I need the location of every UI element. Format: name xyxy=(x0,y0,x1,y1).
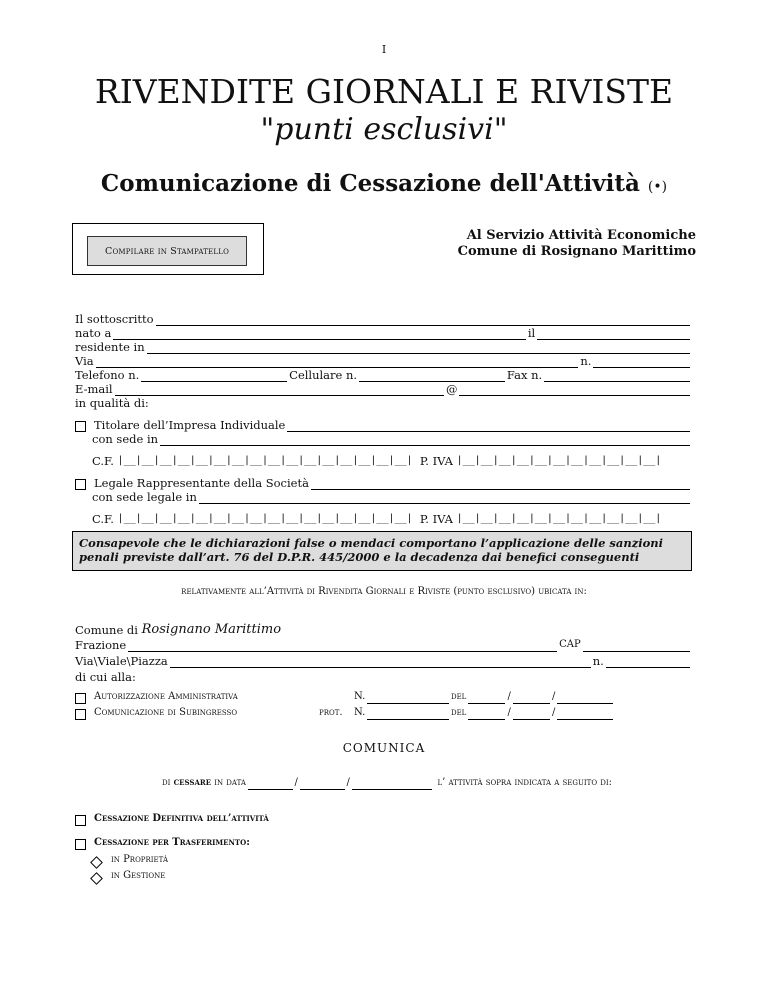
label-gestione: in Gestione xyxy=(111,870,166,881)
label-cellulare: Cellulare n. xyxy=(289,368,358,382)
diamond-option-proprieta[interactable] xyxy=(90,856,103,869)
checkbox-legale[interactable] xyxy=(75,479,86,490)
recipient-address xyxy=(458,228,696,260)
cf-boxes-2[interactable]: |__|__|__|__|__|__|__|__|__|__|__|__|__|__|__|__| xyxy=(117,513,413,524)
label-in-data: in data xyxy=(214,777,246,788)
row-comunicazione xyxy=(75,706,615,720)
field-civico-ubicazione[interactable] xyxy=(606,656,690,668)
stamp-box xyxy=(72,223,264,275)
label-n: n. xyxy=(580,354,592,368)
field-n-com[interactable] xyxy=(367,708,449,720)
label-sede-legale: con sede legale in xyxy=(92,490,197,504)
slash: / xyxy=(551,707,556,718)
field-anno-cessazione[interactable] xyxy=(352,778,432,790)
row-nato xyxy=(75,326,692,340)
comune-value: Rosignano Marittimo xyxy=(141,622,282,637)
label-at: @ xyxy=(445,382,458,396)
relativamente-text: relativamente all’Attività di Rivendita Giornali e Riviste (punto esclusivo) ubicata in: xyxy=(181,586,587,597)
label-legale: Legale Rappresentante della Società xyxy=(94,476,309,490)
label-piva-2: P. IVA xyxy=(419,512,453,526)
field-mese-cessazione[interactable] xyxy=(300,778,345,790)
row-sottoscritto xyxy=(75,312,692,326)
slash: / xyxy=(294,777,298,788)
field-sede[interactable] xyxy=(160,434,690,446)
field-civico[interactable] xyxy=(593,356,690,368)
field-cap[interactable] xyxy=(583,640,690,652)
field-societa[interactable] xyxy=(311,478,690,490)
field-giorno-com[interactable] xyxy=(468,708,505,720)
checkbox-comunicazione[interactable] xyxy=(75,709,86,720)
label-frazione: Frazione xyxy=(75,638,127,652)
checkbox-autorizzazione[interactable] xyxy=(75,693,86,704)
field-giorno-cessazione[interactable] xyxy=(248,778,293,790)
label-trasferimento: Cessazione per Trasferimento: xyxy=(94,837,250,848)
label-di: di xyxy=(162,777,171,788)
field-email-user[interactable] xyxy=(115,384,444,396)
field-impresa[interactable] xyxy=(287,420,690,432)
label-definitiva: Cessazione Definitiva dell’attività xyxy=(94,813,269,824)
label-piva: P. IVA xyxy=(419,454,453,468)
row-definitiva xyxy=(75,812,692,826)
label-cf-2: C.F. xyxy=(92,512,114,526)
row-trasferimento xyxy=(75,836,692,850)
field-email-domain[interactable] xyxy=(459,384,690,396)
heading-marker: (•) xyxy=(647,179,668,195)
row-cf-piva-1 xyxy=(92,454,702,468)
field-data-nascita[interactable] xyxy=(537,328,690,340)
label-n-com: N. xyxy=(354,707,366,718)
row-frazione xyxy=(75,638,692,652)
label-proprieta: in Proprietà xyxy=(111,854,169,865)
diamond-option-gestione[interactable] xyxy=(90,872,103,885)
field-sede-legale[interactable] xyxy=(199,492,690,504)
row-proprieta xyxy=(92,853,709,867)
label-cessare: cessare xyxy=(173,777,212,788)
label-comune: Comune di xyxy=(75,623,138,637)
piva-boxes-2[interactable]: |__|__|__|__|__|__|__|__|__|__|__| xyxy=(456,513,662,524)
label-il: il xyxy=(527,326,536,340)
row-cessare xyxy=(162,776,612,790)
row-gestione xyxy=(92,869,709,883)
recipient-line-1: Al Servizio Attività Economiche xyxy=(466,228,696,243)
label-del-aut: del xyxy=(450,691,467,702)
field-anno-com[interactable] xyxy=(557,708,613,720)
label-titolare: Titolare dell’Impresa Individuale xyxy=(94,418,286,432)
label-comunicazione: Comunicazione di Subingresso xyxy=(94,707,238,718)
row-residente xyxy=(75,340,692,354)
row-titolare xyxy=(75,418,692,432)
field-telefono[interactable] xyxy=(141,370,287,382)
slash: / xyxy=(507,691,511,702)
label-qualita: in qualità di: xyxy=(75,396,149,410)
row-cf-piva-2 xyxy=(92,512,702,526)
field-sottoscritto[interactable] xyxy=(156,314,690,326)
label-via-viale: Via\Viale\Piazza xyxy=(75,654,168,668)
page-number: I xyxy=(381,43,387,56)
checkbox-definitiva[interactable] xyxy=(75,815,86,826)
comunica-heading: COMUNICA xyxy=(342,741,426,755)
form-heading xyxy=(0,170,768,197)
label-del-com: del xyxy=(450,707,467,718)
field-cellulare[interactable] xyxy=(359,370,505,382)
field-via[interactable] xyxy=(96,356,579,368)
slash: / xyxy=(346,777,350,788)
form-heading-text: Comunicazione di Cessazione dell'Attività xyxy=(100,170,640,197)
label-residente: residente in xyxy=(75,340,145,354)
field-giorno-aut[interactable] xyxy=(468,692,505,704)
label-telefono: Telefono n. xyxy=(75,368,140,382)
page-title: RIVENDITE GIORNALI E RIVISTE xyxy=(94,72,674,111)
row-via xyxy=(75,354,692,368)
field-frazione[interactable] xyxy=(128,640,557,652)
recipient-line-2: Comune di Rosignano Marittimo xyxy=(457,244,696,259)
row-telefono xyxy=(75,368,692,382)
label-di-cui: di cui alla: xyxy=(75,670,136,684)
field-residente[interactable] xyxy=(147,342,690,354)
label-email: E-mail xyxy=(75,382,113,396)
label-cf: C.F. xyxy=(92,454,114,468)
label-nato-a: nato a xyxy=(75,326,112,340)
row-qualita xyxy=(75,396,692,410)
label-cap: CAP xyxy=(559,639,581,650)
label-prot: prot. xyxy=(319,707,343,718)
label-n-aut: N. xyxy=(354,691,366,702)
label-attivita-seguito: l’ attività sopra indicata a seguito di: xyxy=(437,777,612,788)
row-via-ubicazione xyxy=(75,654,692,668)
stamp-label: Compilare in Stampatello xyxy=(87,236,247,266)
slash: / xyxy=(507,707,511,718)
page-subtitle: "punti esclusivi" xyxy=(260,112,508,147)
label-sottoscritto: Il sottoscritto xyxy=(75,312,154,326)
row-sede xyxy=(92,432,692,446)
slash: / xyxy=(551,691,556,702)
row-autorizzazione xyxy=(75,690,615,704)
field-n-aut[interactable] xyxy=(367,692,449,704)
label-via: Via xyxy=(75,354,94,368)
checkbox-trasferimento[interactable] xyxy=(75,839,86,850)
row-di-cui xyxy=(75,670,692,684)
label-sede: con sede in xyxy=(92,432,159,446)
legal-notice: Consapevole che le dichiarazioni false o mendaci comportano l’applicazione delle sanzioni penali previste dall’art. 76 del D.P.R. 445/2000 e la decadenza dai benefici conseguenti xyxy=(72,531,692,571)
row-email xyxy=(75,382,692,396)
checkbox-titolare[interactable] xyxy=(75,421,86,432)
row-legale xyxy=(75,476,692,490)
row-comune xyxy=(75,622,692,638)
label-autorizzazione: Autorizzazione Amministrativa xyxy=(94,691,238,702)
field-nato-a[interactable] xyxy=(113,328,526,340)
field-fax[interactable] xyxy=(544,370,690,382)
field-mese-com[interactable] xyxy=(513,708,550,720)
field-anno-aut[interactable] xyxy=(557,692,613,704)
label-fax: Fax n. xyxy=(506,368,543,382)
field-mese-aut[interactable] xyxy=(513,692,550,704)
cf-boxes[interactable]: |__|__|__|__|__|__|__|__|__|__|__|__|__|__|__|__| xyxy=(117,455,413,466)
piva-boxes[interactable]: |__|__|__|__|__|__|__|__|__|__|__| xyxy=(456,455,662,466)
label-n-ubicazione: n. xyxy=(592,654,604,668)
field-via-ubicazione[interactable] xyxy=(170,656,591,668)
row-sede-legale xyxy=(92,490,692,504)
